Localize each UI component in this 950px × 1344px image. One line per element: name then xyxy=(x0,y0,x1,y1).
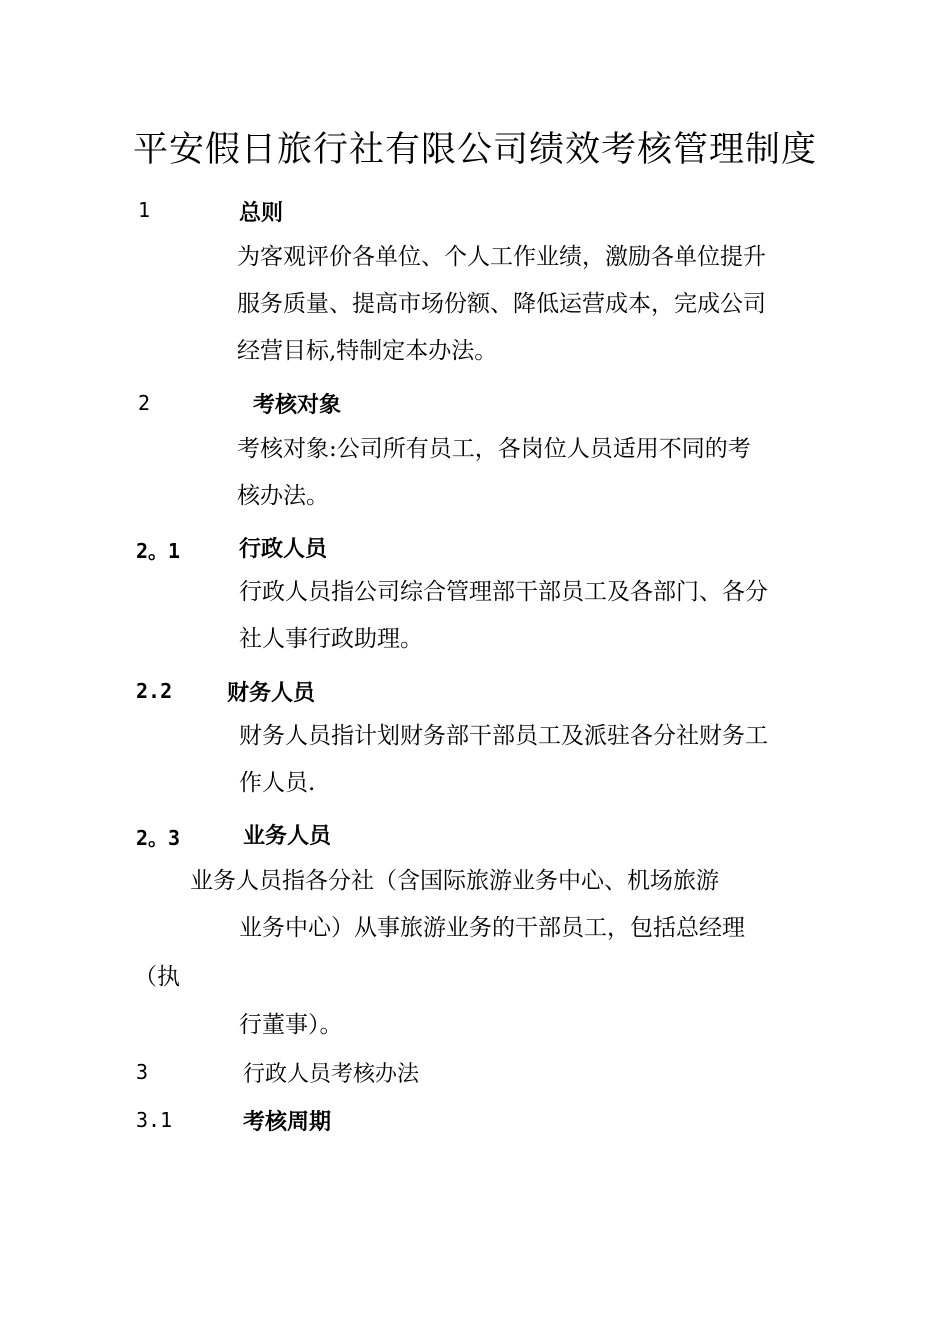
body-line: 经营目标,特制定本办法。 xyxy=(237,338,498,364)
body-line: 财务人员指计划财务部干部员工及派驻各分社财务工 xyxy=(239,723,768,749)
section-number: 3 xyxy=(136,1060,149,1084)
body-line: （执 xyxy=(134,964,180,990)
document-title: 平安假日旅行社有限公司绩效考核管理制度 xyxy=(132,130,817,170)
body-line: 行董事）。 xyxy=(239,1012,343,1038)
body-line: 核办法。 xyxy=(237,483,329,509)
body-line: 考核对象:公司所有员工，各岗位人员适用不同的考 xyxy=(237,436,751,462)
section-number: 2。3 xyxy=(136,826,181,850)
section-number: 1 xyxy=(138,198,151,222)
section-heading: 行政人员 xyxy=(239,537,328,562)
body-line: 社人事行政助理。 xyxy=(239,626,423,652)
section-number: 2 xyxy=(138,391,151,415)
section-number: 2.2 xyxy=(136,679,173,703)
section-heading: 行政人员考核办法 xyxy=(243,1062,420,1087)
section-heading: 财务人员 xyxy=(227,681,316,706)
section-number: 3.1 xyxy=(136,1108,173,1132)
body-line: 业务中心）从事旅游业务的干部员工，包括总经理 xyxy=(239,915,745,941)
section-heading: 考核对象 xyxy=(253,393,342,418)
body-line: 作人员. xyxy=(239,770,316,796)
body-line: 行政人员指公司综合管理部干部员工及各部门、各分 xyxy=(239,579,768,605)
section-heading: 业务人员 xyxy=(243,824,332,849)
body-line: 业务人员指各分社（含国际旅游业务中心、机场旅游 xyxy=(190,868,719,894)
body-line: 为客观评价各单位、个人工作业绩，激励各单位提升 xyxy=(237,244,766,270)
body-line: 服务质量、提高市场份额、降低运营成本，完成公司 xyxy=(237,291,766,317)
section-body xyxy=(239,713,839,807)
section-heading: 考核周期 xyxy=(243,1110,332,1135)
section-number: 2。1 xyxy=(136,539,181,563)
section-heading: 总则 xyxy=(239,201,284,226)
section-body xyxy=(239,569,839,663)
section-body xyxy=(237,234,837,375)
section-body xyxy=(237,426,837,520)
